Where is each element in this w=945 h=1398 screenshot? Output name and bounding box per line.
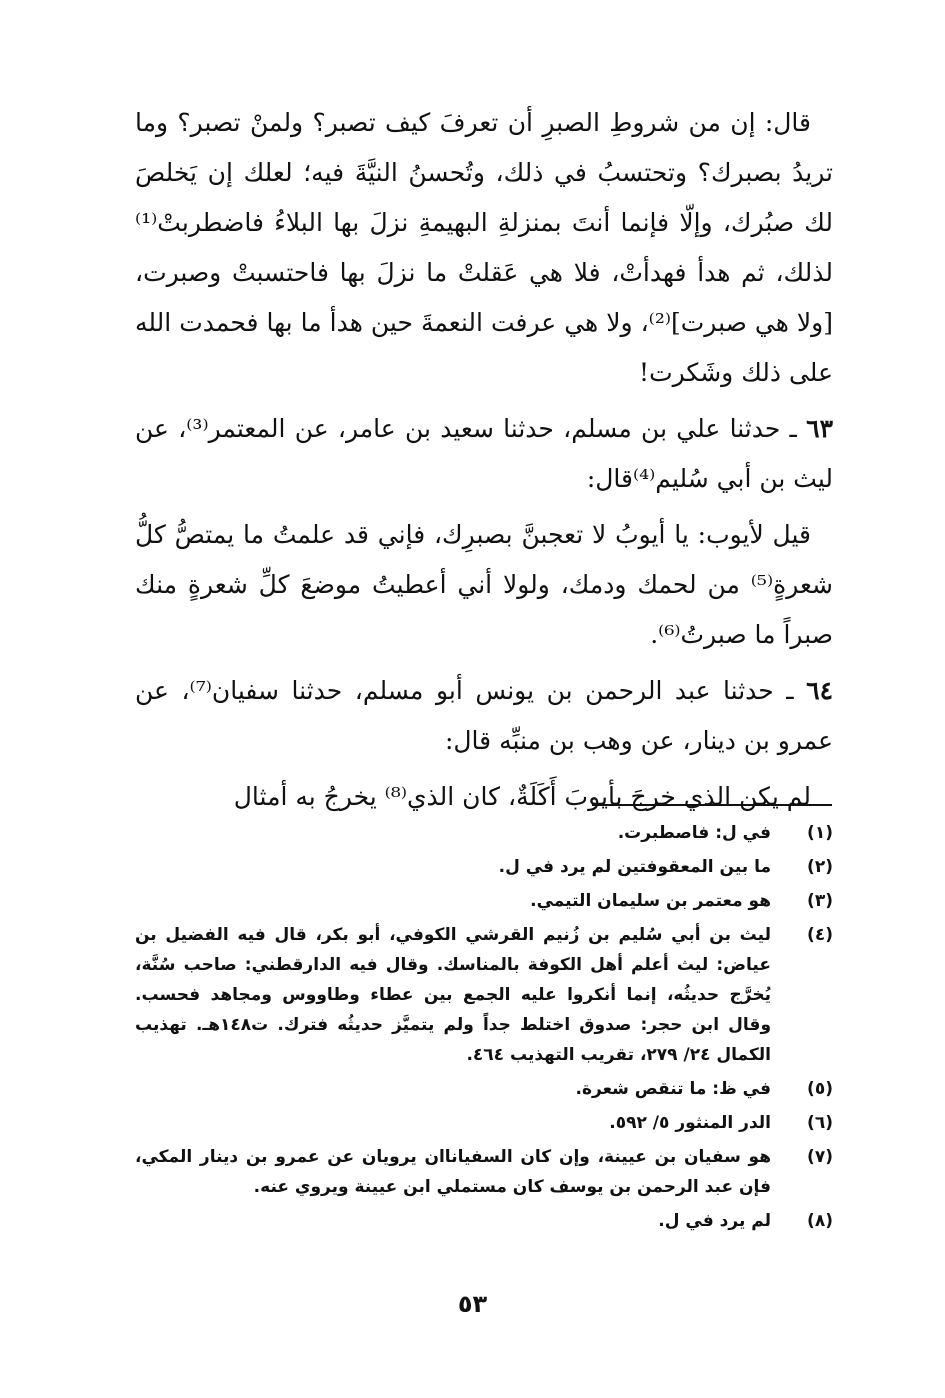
footnote-number: (١) (807, 823, 833, 843)
footnotes (135, 818, 833, 1240)
narration-number: ٦٣ (806, 414, 833, 443)
footnote-separator (592, 804, 832, 806)
footnote-7 (135, 1142, 833, 1202)
footnote-number: (٨) (807, 1211, 833, 1231)
footnote-text: هو معتمر بن سليمان التيمي. (530, 891, 771, 911)
paragraph-1 (135, 98, 833, 398)
footnote-text: الدر المنثور ٥/ ٥٩٢. (609, 1113, 771, 1133)
footnote-number: (٣) (807, 891, 833, 911)
page-number: ٥٣ (457, 1290, 488, 1318)
paragraph-text: لم يكن الذي خرجَ بأيوبَ أَكَلَةٌ، كان الذي⁽⁸⁾ يخرجُ به أمثال (233, 782, 811, 811)
paragraph-text: قال: إن من شروطِ الصبرِ أن تعرفَ كيف تصبر؟ ولمنْ تصبر؟ وما تريدُ بصبرك؟ وتحتسبُ في ذلك، وتُحسنُ النيَّةَ فيه؛ لعلك إن يَخلصَ لك صبُرك، وإلّا فإنما أنتَ بمنزلةِ البهيمةِ نزلَ بها البلاءُ فاضطربتْ⁽¹⁾ لذلك، ثم هدأ فهدأتْ، فلا هي عَقلتْ ما نزلَ بها فاحتسبتْ وصبرت، [ولا هي صبرت]⁽²⁾، ولا هي عرفت النعمةَ حين هدأ ما بها فحمدت الله على ذلك وشَكرت! (135, 108, 833, 387)
footnote-number: (٧) (807, 1147, 833, 1167)
footnote-text: ما بين المعقوفتين لم يرد في ل. (498, 857, 771, 877)
footnote-8 (135, 1206, 833, 1236)
paragraph-text: قيل لأيوب: يا أيوبُ لا تعجبنَّ بصبرِك، فإني قد علمتُ ما يمتصُّ كلُّ شعرةٍ⁽⁵⁾ من لحمك ودمك، ولولا أني أعطيتُ موضعَ كلِّ شعرةٍ منك صبراً ما صبرتُ⁽⁶⁾. (135, 520, 833, 649)
main-text (135, 98, 833, 828)
footnote-3 (135, 886, 833, 916)
footnote-4 (135, 920, 833, 1070)
paragraph-text: ـ حدثنا عبد الرحمن بن يونس أبو مسلم، حدثنا سفيان⁽⁷⁾، عن عمرو بن دينار، عن وهب بن منبِّه قال: (135, 676, 833, 755)
footnote-number: (٢) (807, 857, 833, 877)
footnote-number: (٦) (807, 1113, 833, 1133)
footnote-text: ليث بن أبي سُليم بن زُنيم القرشي الكوفي، أبو بكر، قال فيه الفضيل بن عياض: ليث أعلم أهل الكوفة بالمناسك. وقال فيه الدارقطني: صاحب سُنَّة، يُخرَّج حديثُه، إنما أنكروا عليه الجمع بين عطاء وطاووس ومجاهد فحسب. وقال ابن حجر: صدوق اختلط جداً ولم يتميَّز حديثُه فترك. ت١٤٨هـ. تهذيب الكمال ٢٤/ ٢٧٩، تقريب التهذيب ٤٦٤. (135, 925, 772, 1065)
footnote-1 (135, 818, 833, 848)
paragraph-3 (135, 510, 833, 660)
paragraph-4 (135, 666, 833, 766)
footnote-text: هو سفيان بن عيينة، وإن كان السفياناان يرويان عن عمرو بن دينار المكي، فإن عبد الرحمن بن يوسف كان مستملي ابن عيينة ويروي عنه. (135, 1147, 771, 1197)
paragraph-2 (135, 404, 833, 504)
paragraph-5 (135, 772, 833, 822)
footnote-2 (135, 852, 833, 882)
footnote-6 (135, 1108, 833, 1138)
paragraph-text: ـ حدثنا علي بن مسلم، حدثنا سعيد بن عامر، عن المعتمر⁽³⁾، عن ليث بن أبي سُليم⁽⁴⁾قال: (135, 414, 833, 493)
footnote-5 (135, 1074, 833, 1104)
footnote-text: في ل: فاصطبرت. (617, 823, 771, 843)
footnote-number: (٥) (807, 1079, 833, 1099)
footnote-text: في ظ: ما تنقص شعرة. (575, 1079, 771, 1099)
narration-number: ٦٤ (806, 676, 833, 705)
footnote-text: لم يرد في ل. (658, 1211, 771, 1231)
footnote-number: (٤) (807, 925, 833, 945)
